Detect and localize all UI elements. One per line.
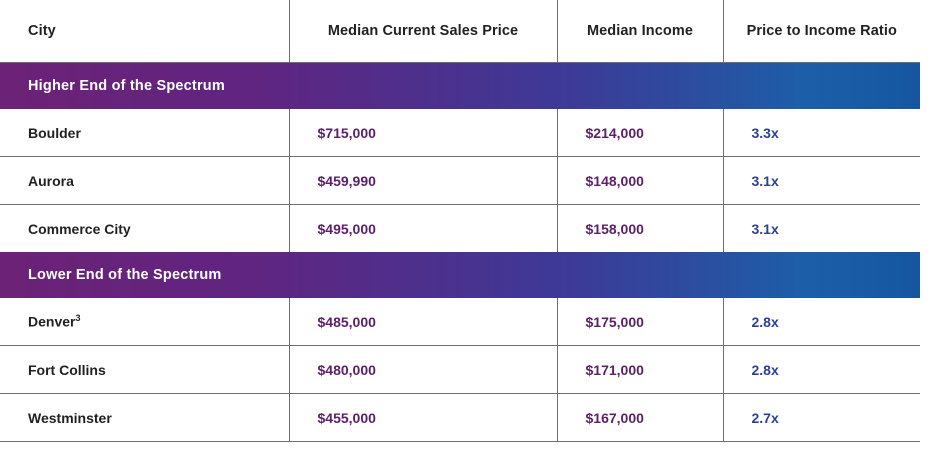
section-banner-label: Higher End of the Spectrum — [0, 63, 920, 110]
table-row — [0, 157, 920, 205]
column-header-city: City — [0, 0, 289, 63]
table-row — [0, 346, 920, 394]
cell-city-label: Denver — [28, 313, 76, 330]
cell-price-to-income-ratio: 3.1x — [723, 205, 920, 253]
cell-median-current-sales-price: $455,000 — [289, 394, 557, 442]
cell-price-to-income-ratio: 2.7x — [723, 394, 920, 442]
section-banner-lower-end — [0, 252, 920, 298]
cell-price-to-income-ratio: 3.3x — [723, 109, 920, 157]
cell-median-income: $167,000 — [557, 394, 723, 442]
footnote-marker: 3 — [75, 313, 81, 324]
cell-median-income: $158,000 — [557, 205, 723, 253]
table-row — [0, 109, 920, 157]
cell-city: Boulder — [0, 109, 289, 157]
column-header-median-current-sales-price: Median Current Sales Price — [289, 0, 557, 63]
cell-median-income: $148,000 — [557, 157, 723, 205]
cell-median-income: $175,000 — [557, 298, 723, 346]
cell-median-current-sales-price: $715,000 — [289, 109, 557, 157]
cell-city: Westminster — [0, 394, 289, 442]
cell-city: Fort Collins — [0, 346, 289, 394]
section-banner-label: Lower End of the Spectrum — [0, 252, 920, 298]
cell-median-income: $214,000 — [557, 109, 723, 157]
table-row — [0, 205, 920, 253]
cell-price-to-income-ratio: 2.8x — [723, 346, 920, 394]
cell-price-to-income-ratio: 3.1x — [723, 157, 920, 205]
cell-median-income: $171,000 — [557, 346, 723, 394]
cell-city: Commerce City — [0, 205, 289, 253]
cell-median-current-sales-price: $485,000 — [289, 298, 557, 346]
section-banner-higher-end — [0, 63, 920, 110]
cell-city: Aurora — [0, 157, 289, 205]
column-header-price-to-income-ratio: Price to Income Ratio — [723, 0, 920, 63]
table-header-row — [0, 0, 920, 63]
cell-median-current-sales-price: $495,000 — [289, 205, 557, 253]
cell-price-to-income-ratio: 2.8x — [723, 298, 920, 346]
cell-city — [0, 298, 289, 346]
column-header-median-income: Median Income — [557, 0, 723, 63]
cell-median-current-sales-price: $459,990 — [289, 157, 557, 205]
table-row — [0, 298, 920, 346]
table-row — [0, 394, 920, 442]
cell-median-current-sales-price: $480,000 — [289, 346, 557, 394]
